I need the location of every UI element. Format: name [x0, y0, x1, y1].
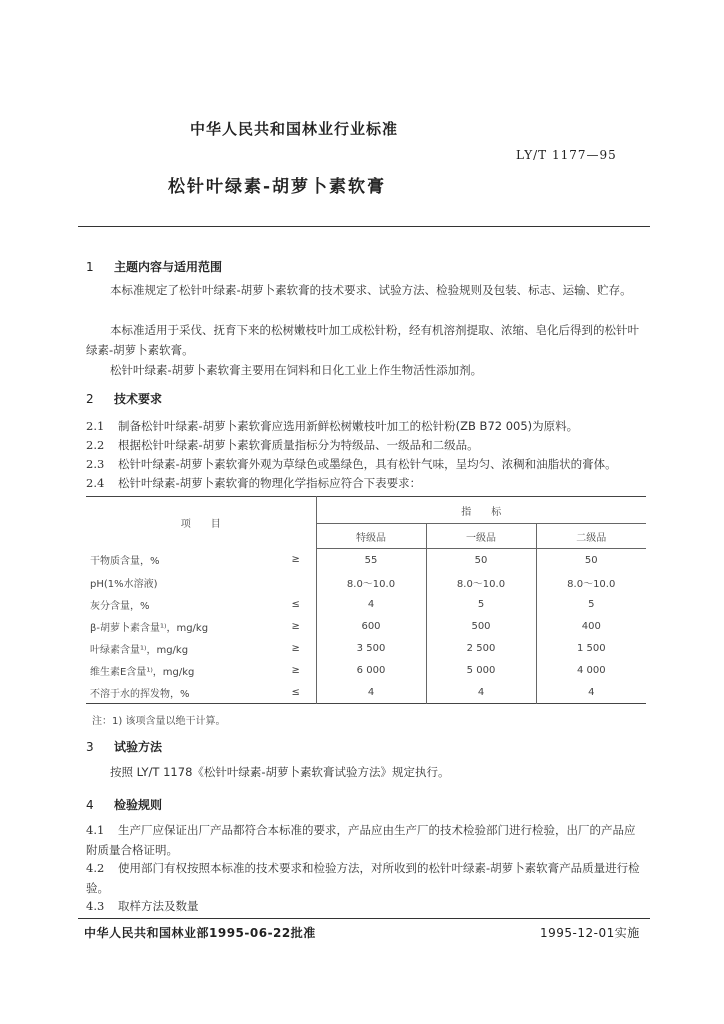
issuing-organization: 中华人民共和国林业行业标准	[190, 120, 399, 138]
section-title: 试验方法	[114, 740, 163, 754]
grade-header-first: 一级品	[426, 524, 536, 549]
row-operator: ≤	[291, 598, 300, 610]
section-title: 主题内容与适用范围	[114, 260, 223, 274]
table-row	[86, 615, 646, 637]
section-4-heading	[86, 796, 162, 813]
row-value: 4 000	[536, 659, 646, 681]
row-item: β-胡萝卜素含量¹⁾，mg/kg	[90, 622, 209, 634]
row-value: 4	[426, 681, 536, 704]
clause-2-3	[86, 456, 646, 472]
section-2-heading	[86, 390, 162, 407]
grade-header-premium: 特级品	[316, 524, 426, 549]
header-divider	[78, 226, 650, 227]
clause-number: 4.3	[86, 899, 105, 913]
row-value: 50	[536, 549, 646, 572]
clause-4-3	[86, 898, 646, 914]
clause-number: 2.2	[86, 438, 105, 452]
row-value: 6 000	[316, 659, 426, 681]
row-value: 50	[426, 549, 536, 572]
section-number: 4	[86, 798, 94, 812]
approval-line: 中华人民共和国林业部1995-06-22批准	[84, 926, 316, 940]
section-3-heading	[86, 738, 162, 755]
clause-text: 根据松针叶绿素-胡萝卜素软膏质量指标分为特级品、一级品和二级品。	[118, 438, 479, 452]
row-item: 维生素E含量¹⁾，mg/kg	[90, 666, 195, 678]
row-operator: ≥	[291, 620, 300, 632]
clause-number: 4.2	[86, 861, 105, 875]
row-value: 8.0～10.0	[536, 571, 646, 593]
row-operator: ≤	[291, 686, 300, 698]
row-value: 4	[316, 681, 426, 704]
section-number: 2	[86, 392, 94, 406]
document-title: 松针叶绿素-胡萝卜素软膏	[168, 177, 387, 197]
clause-4-1	[86, 820, 646, 860]
clause-number: 2.1	[86, 419, 105, 433]
table-row	[86, 593, 646, 615]
clause-2-1	[86, 418, 646, 434]
section-number: 1	[86, 260, 94, 274]
section-3-paragraph: 按照 LY/T 1178《松针叶绿素-胡萝卜素软膏试验方法》规定执行。	[110, 765, 450, 779]
row-item: 灰分含量，%	[90, 600, 150, 612]
section-number: 3	[86, 740, 94, 754]
row-value: 4	[316, 593, 426, 615]
row-value: 1 500	[536, 637, 646, 659]
section-title: 技术要求	[114, 392, 163, 406]
row-value: 2 500	[426, 637, 536, 659]
grade-header-second: 二级品	[536, 524, 646, 549]
item-column-header: 项 目	[180, 519, 221, 531]
table-note: 注：1) 该项含量以绝干计算。	[92, 716, 226, 727]
implementation-date: 1995-12-01实施	[540, 926, 640, 940]
row-item: pH(1%水溶液)	[90, 578, 158, 590]
table-row	[86, 681, 646, 704]
table-row	[86, 571, 646, 593]
row-item: 叶绿素含量¹⁾，mg/kg	[90, 644, 189, 656]
standard-code: LY/T 1177—95	[516, 148, 617, 162]
section-1-paragraph: 本标准规定了松针叶绿素-胡萝卜素软膏的技术要求、试验方法、检验规则及包装、标志、运输、贮存。	[110, 283, 632, 297]
row-value: 4	[536, 681, 646, 704]
clause-number: 2.4	[86, 476, 105, 490]
section-1-paragraph: 本标准适用于采伐、抚育下来的松树嫩枝叶加工成松针粉，经有机溶剂提取、浓缩、皂化后得到的松针叶绿素-胡萝卜素软膏。	[86, 323, 639, 357]
clause-number: 4.1	[86, 823, 105, 837]
clause-text: 生产厂应保证出厂产品都符合本标准的要求，产品应由生产厂的技术检验部门进行检验，出厂的产品应附质量合格证明。	[86, 823, 636, 857]
footer-divider	[78, 918, 650, 919]
row-value: 55	[316, 549, 426, 572]
clause-text: 制备松针叶绿素-胡萝卜素软膏应选用新鲜松树嫩枝叶加工的松针粉(ZB B72 005)为原料。	[118, 419, 579, 433]
row-operator: ≥	[291, 642, 300, 654]
row-operator	[276, 571, 316, 593]
clause-text: 取样方法及数量	[118, 899, 199, 913]
clause-text: 松针叶绿素-胡萝卜素软膏的物理化学指标应符合下表要求：	[118, 476, 422, 490]
row-value: 8.0～10.0	[426, 571, 536, 593]
row-value: 5	[426, 593, 536, 615]
section-1-paragraph: 松针叶绿素-胡萝卜素软膏主要用在饲料和日化工业上作生物活性添加剂。	[110, 363, 483, 377]
table-row	[86, 637, 646, 659]
clause-2-2	[86, 437, 646, 453]
table-row	[86, 659, 646, 681]
table-row	[86, 549, 646, 572]
clause-text: 松针叶绿素-胡萝卜素软膏外观为草绿色或墨绿色，具有松针气味，呈均匀、浓稠和油脂状的膏体。	[118, 457, 617, 471]
row-value: 5 000	[426, 659, 536, 681]
clause-2-4	[86, 475, 646, 491]
row-item: 干物质含量，%	[90, 556, 160, 568]
row-value: 400	[536, 615, 646, 637]
clause-text: 使用部门有权按照本标准的技术要求和检验方法，对所收到的松针叶绿素-胡萝卜素软膏产品质量进行检验。	[86, 861, 640, 895]
row-value: 500	[426, 615, 536, 637]
physicochemical-index-table	[86, 496, 646, 704]
row-operator: ≥	[291, 664, 300, 676]
row-operator: ≥	[291, 554, 300, 566]
clause-number: 2.3	[86, 457, 105, 471]
index-column-header: 指 标	[316, 497, 646, 524]
row-value: 600	[316, 615, 426, 637]
row-value: 8.0～10.0	[316, 571, 426, 593]
row-value: 5	[536, 593, 646, 615]
section-title: 检验规则	[114, 798, 163, 812]
row-item: 不溶于水的挥发物，%	[90, 688, 190, 700]
section-1-heading	[86, 258, 222, 275]
row-value: 3 500	[316, 637, 426, 659]
clause-4-2	[86, 858, 646, 898]
